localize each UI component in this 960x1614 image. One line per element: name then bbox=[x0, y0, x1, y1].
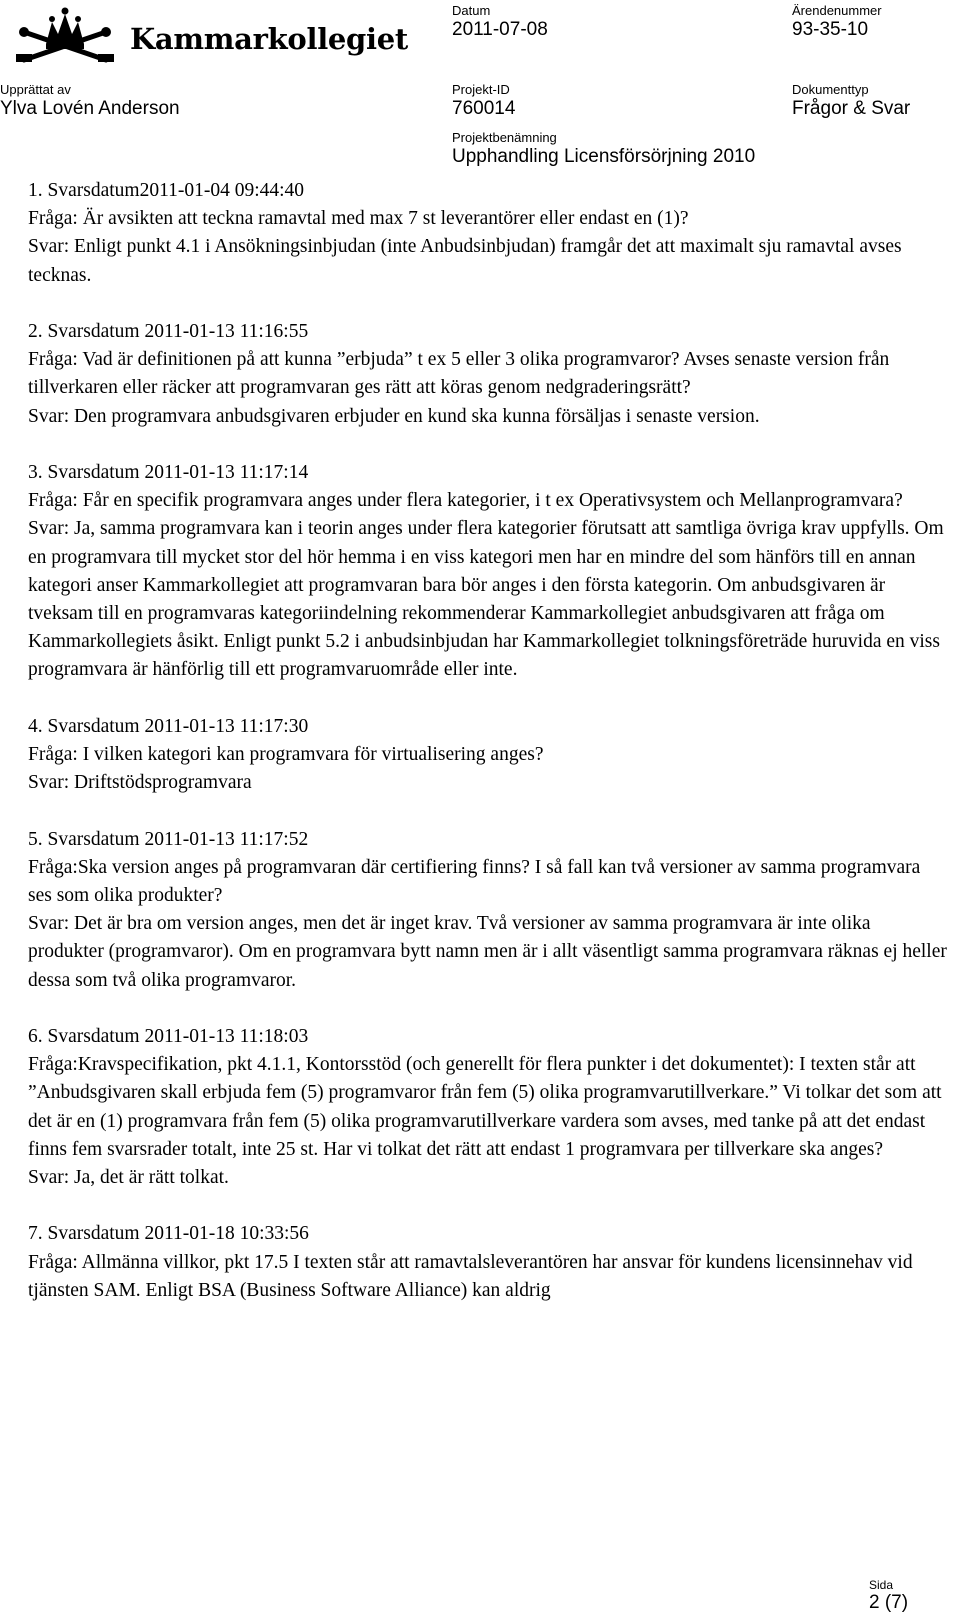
qa-item-7 bbox=[28, 1220, 948, 1305]
qa-question: Fråga: Vad är definitionen på att kunna ”erbjuda” t ex 5 eller 3 olika programvaror? Avses senaste version från tillverkaren eller räcker att programvaran ges rätt att köras genom nedgraderingsrätt? bbox=[28, 349, 890, 399]
datum-label: Datum bbox=[452, 3, 491, 18]
qa-question: Fråga: Är avsikten att teckna ramavtal med max 7 st leverantörer eller endast en (1)? bbox=[28, 208, 689, 230]
qa-heading: 7. Svarsdatum 2011-01-18 10:33:56 bbox=[28, 1223, 309, 1245]
crown-crest-icon bbox=[6, 4, 124, 66]
arendenummer-label: Ärendenummer bbox=[792, 3, 882, 18]
dokumenttyp-field bbox=[792, 82, 910, 120]
qa-question: Fråga:Ska version anges på programvaran där certifiering finns? I så fall kan två versioner av samma programvara ses som olika produkter? bbox=[28, 856, 921, 907]
logo-text: Kammarkollegiet bbox=[130, 22, 408, 56]
qa-item-5 bbox=[28, 826, 948, 995]
qa-answer: Svar: Det är bra om version anges, men det är inget krav. Två versioner av samma programvara är inte olika produkter (programvaror). Om en programvara bytt namn men är i allt väsentligt samma programvara räknas ej heller dessa som två olika programvaror. bbox=[28, 913, 947, 991]
projektbenamning-label: Projektbenämning bbox=[452, 130, 557, 145]
qa-heading: 1. Svarsdatum2011-01-04 09:44:40 bbox=[28, 180, 305, 201]
projekt-id-value: 760014 bbox=[452, 98, 516, 119]
arendenummer-field bbox=[792, 3, 882, 41]
upprattat-av-field bbox=[0, 82, 180, 120]
qa-question: Fråga: Får en specifik programvara anges under flera kategorier, i t ex Operativsystem och Mellanprogramvara? bbox=[28, 490, 903, 512]
qa-question: Fråga: I vilken kategori kan programvara för virtualisering anges? bbox=[28, 744, 544, 766]
projektbenamning-value: Upphandling Licensförsörjning 2010 bbox=[452, 146, 756, 167]
page-number-value: 2 (7) bbox=[869, 1592, 909, 1613]
arendenummer-value: 93-35-10 bbox=[792, 19, 869, 40]
qa-heading: 2. Svarsdatum 2011-01-13 11:16:55 bbox=[28, 321, 309, 342]
upprattat-av-label: Upprättat av bbox=[0, 82, 71, 97]
projekt-id-field bbox=[452, 82, 515, 120]
qa-answer: Svar: Ja, det är rätt tolkat. bbox=[28, 1167, 229, 1189]
qa-item-1 bbox=[28, 177, 948, 290]
dokumenttyp-label: Dokumenttyp bbox=[792, 82, 869, 97]
qa-answer: Svar: Enligt punkt 4.1 i Ansökningsinbjudan (inte Anbudsinbjudan) framgår det att maximalt sju ramavtal avses tecknas. bbox=[28, 236, 902, 286]
qa-item-6 bbox=[28, 1023, 948, 1192]
qa-item-3 bbox=[28, 459, 948, 685]
qa-answer: Svar: Ja, samma programvara kan i teorin anges under flera kategorier förutsatt att samtliga övriga krav uppfylls. Om en programvara till mycket stor del hör hemma i en viss kategori men har en mindre del som hänförs till en annan kategori anser Kammarkollegiet att programvaran bara bör anges i den första kategorin. Om anbudsgivaren är tveksam till en programvaras kategoriindelning rekommenderar Kammarkollegiet anbudsgivaren att fråga om Kammarkollegiets åsikt. Enligt punkt 5.2 i anbudsinbjudan har Kammarkollegiet tolkningsföreträde huruvida en viss programvara är hänförlig till ett programvaruområde eller inte. bbox=[28, 518, 944, 681]
qa-heading: 4. Svarsdatum 2011-01-13 11:17:30 bbox=[28, 715, 309, 737]
projektbenamning-field bbox=[452, 130, 755, 168]
projekt-id-label: Projekt-ID bbox=[452, 82, 510, 97]
qa-item-2 bbox=[28, 318, 948, 431]
datum-value: 2011-07-08 bbox=[452, 19, 548, 40]
qa-content bbox=[28, 177, 948, 1333]
kammarkollegiet-logo bbox=[6, 4, 408, 66]
qa-question: Fråga: Allmänna villkor, pkt 17.5 I texten står att ramavtalsleverantören har ansvar för kundens licensinnehav vid tjänsten SAM. Enligt BSA (Business Software Alliance) kan aldrig bbox=[28, 1251, 913, 1301]
qa-question: Fråga:Kravspecifikation, pkt 4.1.1, Kontorsstöd (och generellt för flera punkter i det dokumentet): I texten står att ”Anbudsgivaren skall erbjuda fem (5) programvaror från fem (5) olika programvarutillverkare.” Vi tolkar det som att det är en (1) programvara från fem (5) olika programvarutillverkare vardera som avses, med tanke på att det endast finns fem svarsrader totalt, inte 25 st. Har vi tolkat det rätt att endast 1 programvara per tillverkare ska anges? bbox=[28, 1054, 942, 1160]
qa-answer: Svar: Den programvara anbudsgivaren erbjuder en kund ska kunna försäljas i senaste version. bbox=[28, 405, 760, 427]
upprattat-av-value: Ylva Lovén Anderson bbox=[0, 98, 180, 119]
qa-heading: 6. Svarsdatum 2011-01-13 11:18:03 bbox=[28, 1026, 309, 1048]
datum-field bbox=[452, 3, 548, 41]
dokumenttyp-value: Frågor & Svar bbox=[792, 98, 911, 119]
page-number bbox=[869, 1578, 908, 1614]
qa-heading: 5. Svarsdatum 2011-01-13 11:17:52 bbox=[28, 828, 309, 850]
qa-item-4 bbox=[28, 713, 948, 798]
page-number-label: Sida bbox=[869, 1578, 894, 1592]
qa-answer: Svar: Driftstödsprogramvara bbox=[28, 772, 252, 794]
qa-heading: 3. Svarsdatum 2011-01-13 11:17:14 bbox=[28, 462, 309, 483]
